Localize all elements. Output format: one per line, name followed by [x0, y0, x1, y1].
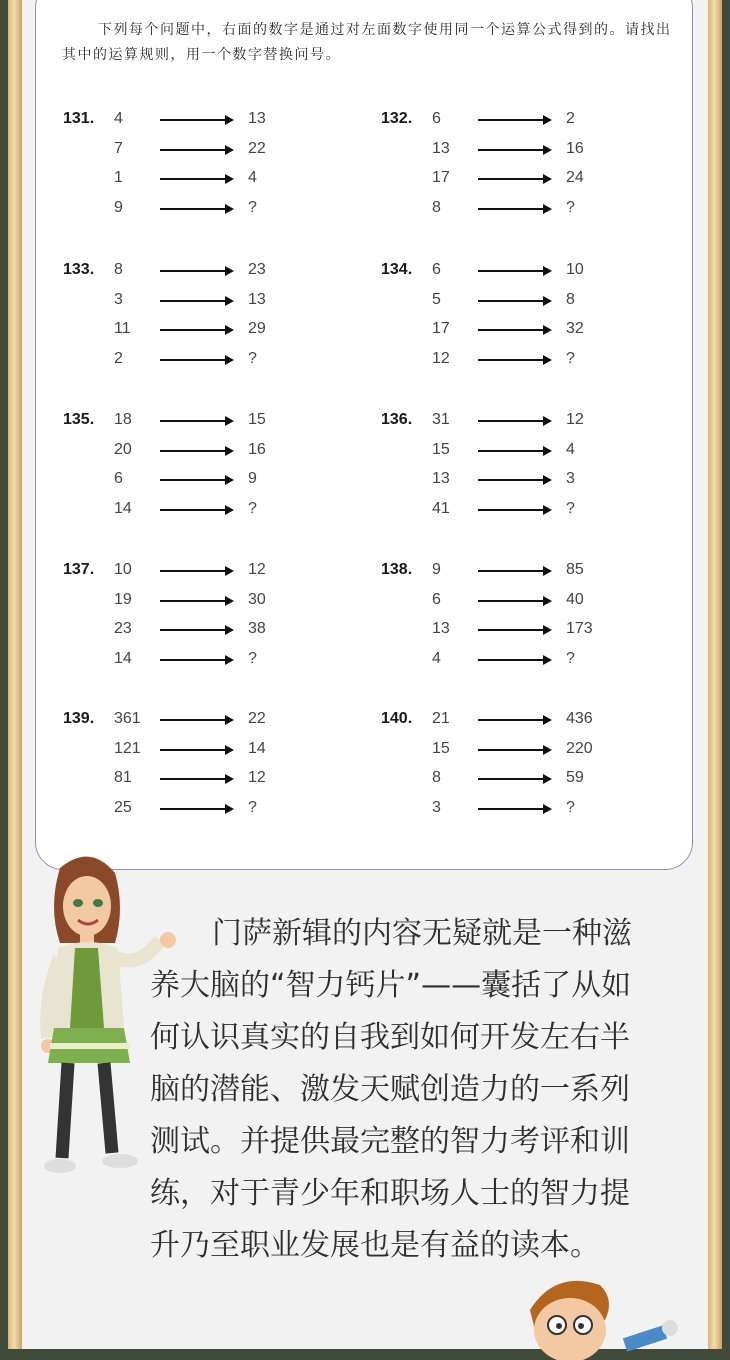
output-value: 9: [248, 470, 257, 487]
problem-row: [63, 411, 323, 433]
output-value: ?: [566, 649, 575, 667]
right-arrow-icon: [160, 149, 228, 151]
right-arrow-icon: [478, 270, 546, 272]
input-value: 31: [432, 411, 450, 428]
input-value: 81: [114, 769, 132, 786]
problem-row: [381, 740, 641, 762]
output-value: 173: [566, 620, 593, 637]
output-value: 12: [248, 561, 266, 578]
right-arrow-icon: [160, 479, 228, 481]
problem-row: [63, 769, 323, 791]
output-value: 10: [566, 261, 584, 278]
problem-row: [63, 140, 323, 162]
right-arrow-icon: [478, 420, 546, 422]
output-value: ?: [248, 349, 257, 367]
problem-number: 137.: [63, 561, 95, 578]
right-arrow-icon: [160, 719, 228, 721]
right-arrow-icon: [160, 629, 228, 631]
problem-row: [381, 261, 641, 283]
input-value: 19: [114, 590, 132, 608]
right-arrow-icon: [160, 359, 228, 361]
output-value: 16: [566, 139, 584, 157]
description-text: 门萨新辑的内容无疑就是一种滋养大脑的“智力钙片”——囊括了从如何认识真实的自我到如何开发左右半脑的潜能、激发天赋创造力的一系列测试。并提供最完整的智力考评和训练，对于青少年和职场人士的智力提升乃至职业发展也是有益的读本。: [150, 916, 632, 1263]
input-value: 14: [114, 499, 132, 517]
output-value: 220: [566, 739, 593, 757]
output-value: 59: [566, 769, 584, 786]
input-value: 4: [432, 649, 441, 667]
problem-row: [381, 470, 641, 492]
input-value: 3: [114, 290, 123, 308]
input-value: 41: [432, 499, 450, 517]
problem-row: [381, 620, 641, 642]
problem-row: [381, 799, 641, 821]
right-arrow-icon: [478, 359, 546, 361]
problem-row: [63, 169, 323, 191]
problem-number: 133.: [63, 261, 95, 278]
right-arrow-icon: [160, 450, 228, 452]
right-arrow-icon: [160, 749, 228, 751]
output-value: 13: [248, 110, 266, 127]
right-arrow-icon: [478, 659, 546, 661]
output-value: 22: [248, 139, 266, 157]
problem-row: [63, 591, 323, 613]
output-value: 85: [566, 561, 584, 578]
input-value: 13: [432, 470, 450, 487]
problem-row: [381, 199, 641, 221]
problem-row: [381, 710, 641, 732]
output-value: 13: [248, 290, 266, 308]
problem-row: [381, 500, 641, 522]
right-arrow-icon: [160, 270, 228, 272]
input-value: 11: [114, 320, 131, 337]
problem-row: [63, 199, 323, 221]
output-value: 4: [566, 440, 575, 458]
input-value: 121: [114, 739, 141, 757]
problem-row: [63, 650, 323, 672]
problem-row: [63, 441, 323, 463]
input-value: 15: [432, 440, 450, 458]
frame-right: [708, 0, 722, 1349]
problem-number: 135.: [63, 411, 95, 428]
right-arrow-icon: [478, 749, 546, 751]
right-arrow-icon: [160, 808, 228, 810]
right-arrow-icon: [160, 208, 228, 210]
problem-row: [381, 320, 641, 342]
problem-row: [63, 350, 323, 372]
output-value: 16: [248, 440, 266, 458]
description-paragraph: [150, 908, 650, 1272]
right-arrow-icon: [160, 329, 228, 331]
problem-row: [63, 710, 323, 732]
right-arrow-icon: [160, 178, 228, 180]
right-arrow-icon: [160, 778, 228, 780]
problem-row: [63, 320, 323, 342]
input-value: 6: [432, 110, 441, 127]
output-value: ?: [248, 198, 257, 216]
right-arrow-icon: [160, 300, 228, 302]
output-value: ?: [248, 798, 257, 816]
right-arrow-icon: [478, 629, 546, 631]
problem-row: [63, 740, 323, 762]
input-value: 25: [114, 798, 132, 816]
problem-number: 139.: [63, 710, 95, 727]
problem-row: [381, 291, 641, 313]
input-value: 6: [114, 470, 123, 487]
problem-number: 140.: [381, 710, 413, 727]
input-value: 3: [432, 798, 441, 816]
problem-number: 132.: [381, 110, 413, 127]
input-value: 8: [114, 261, 123, 278]
output-value: 8: [566, 290, 575, 308]
input-value: 7: [114, 139, 123, 157]
instructions-text: 下列每个问题中，右面的数字是通过对左面数字使用同一个运算公式得到的。请找出其中的运算规则，用一个数字替换问号。: [62, 22, 672, 63]
right-arrow-icon: [160, 420, 228, 422]
problem-row: [63, 799, 323, 821]
output-value: 436: [566, 710, 593, 727]
problem-row: [381, 441, 641, 463]
problem-row: [381, 110, 641, 132]
right-arrow-icon: [160, 659, 228, 661]
right-arrow-icon: [478, 329, 546, 331]
output-value: 14: [248, 739, 266, 757]
output-value: 3: [566, 470, 575, 487]
input-value: 5: [432, 290, 441, 308]
input-value: 20: [114, 440, 132, 458]
right-arrow-icon: [478, 600, 546, 602]
problem-row: [63, 561, 323, 583]
problem-row: [63, 620, 323, 642]
input-value: 15: [432, 739, 450, 757]
problem-row: [63, 110, 323, 132]
right-arrow-icon: [478, 509, 546, 511]
input-value: 8: [432, 198, 441, 216]
problem-number: 138.: [381, 561, 413, 578]
right-arrow-icon: [478, 208, 546, 210]
right-arrow-icon: [478, 149, 546, 151]
problem-row: [381, 650, 641, 672]
problem-number: 131.: [63, 110, 95, 127]
input-value: 13: [432, 139, 450, 157]
input-value: 6: [432, 261, 441, 278]
input-value: 9: [432, 561, 441, 578]
right-arrow-icon: [478, 570, 546, 572]
output-value: ?: [566, 198, 575, 216]
problem-row: [381, 140, 641, 162]
problem-row: [63, 291, 323, 313]
output-value: 29: [248, 320, 266, 337]
input-value: 12: [432, 349, 450, 367]
input-value: 17: [432, 169, 450, 186]
input-value: 1: [114, 169, 123, 186]
output-value: 23: [248, 261, 266, 278]
output-value: 2: [566, 110, 575, 127]
problem-number: 136.: [381, 411, 413, 428]
output-value: ?: [248, 499, 257, 517]
output-value: 30: [248, 590, 266, 608]
right-arrow-icon: [478, 119, 546, 121]
right-arrow-icon: [478, 300, 546, 302]
output-value: 40: [566, 590, 584, 608]
right-arrow-icon: [478, 178, 546, 180]
right-arrow-icon: [160, 509, 228, 511]
right-arrow-icon: [478, 808, 546, 810]
problem-row: [63, 261, 323, 283]
problem-row: [381, 769, 641, 791]
output-value: 4: [248, 169, 257, 186]
input-value: 8: [432, 769, 441, 786]
input-value: 21: [432, 710, 450, 727]
output-value: ?: [566, 349, 575, 367]
problem-number: 134.: [381, 261, 413, 278]
output-value: 24: [566, 169, 584, 186]
output-value: ?: [566, 798, 575, 816]
output-value: ?: [248, 649, 257, 667]
output-value: 12: [248, 769, 266, 786]
problem-row: [381, 350, 641, 372]
input-value: 2: [114, 349, 123, 367]
problem-row: [381, 411, 641, 433]
right-arrow-icon: [478, 719, 546, 721]
right-arrow-icon: [478, 778, 546, 780]
problem-row: [381, 169, 641, 191]
input-value: 18: [114, 411, 132, 428]
output-value: 15: [248, 411, 266, 428]
output-value: ?: [566, 499, 575, 517]
input-value: 361: [114, 710, 141, 727]
output-value: 38: [248, 620, 266, 637]
input-value: 9: [114, 198, 123, 216]
cartoon-boy-illustration: [515, 1270, 695, 1360]
right-arrow-icon: [160, 119, 228, 121]
problem-row: [63, 470, 323, 492]
input-value: 23: [114, 620, 132, 637]
output-value: 22: [248, 710, 266, 727]
input-value: 4: [114, 110, 123, 127]
right-arrow-icon: [160, 600, 228, 602]
output-value: 32: [566, 320, 584, 337]
input-value: 6: [432, 590, 441, 608]
input-value: 10: [114, 561, 132, 578]
input-value: 13: [432, 620, 450, 637]
output-value: 12: [566, 411, 584, 428]
input-value: 14: [114, 649, 132, 667]
right-arrow-icon: [478, 479, 546, 481]
problem-row: [381, 591, 641, 613]
right-arrow-icon: [160, 570, 228, 572]
right-arrow-icon: [478, 450, 546, 452]
instructions: [62, 18, 682, 68]
problem-row: [381, 561, 641, 583]
problem-row: [63, 500, 323, 522]
input-value: 17: [432, 320, 450, 337]
